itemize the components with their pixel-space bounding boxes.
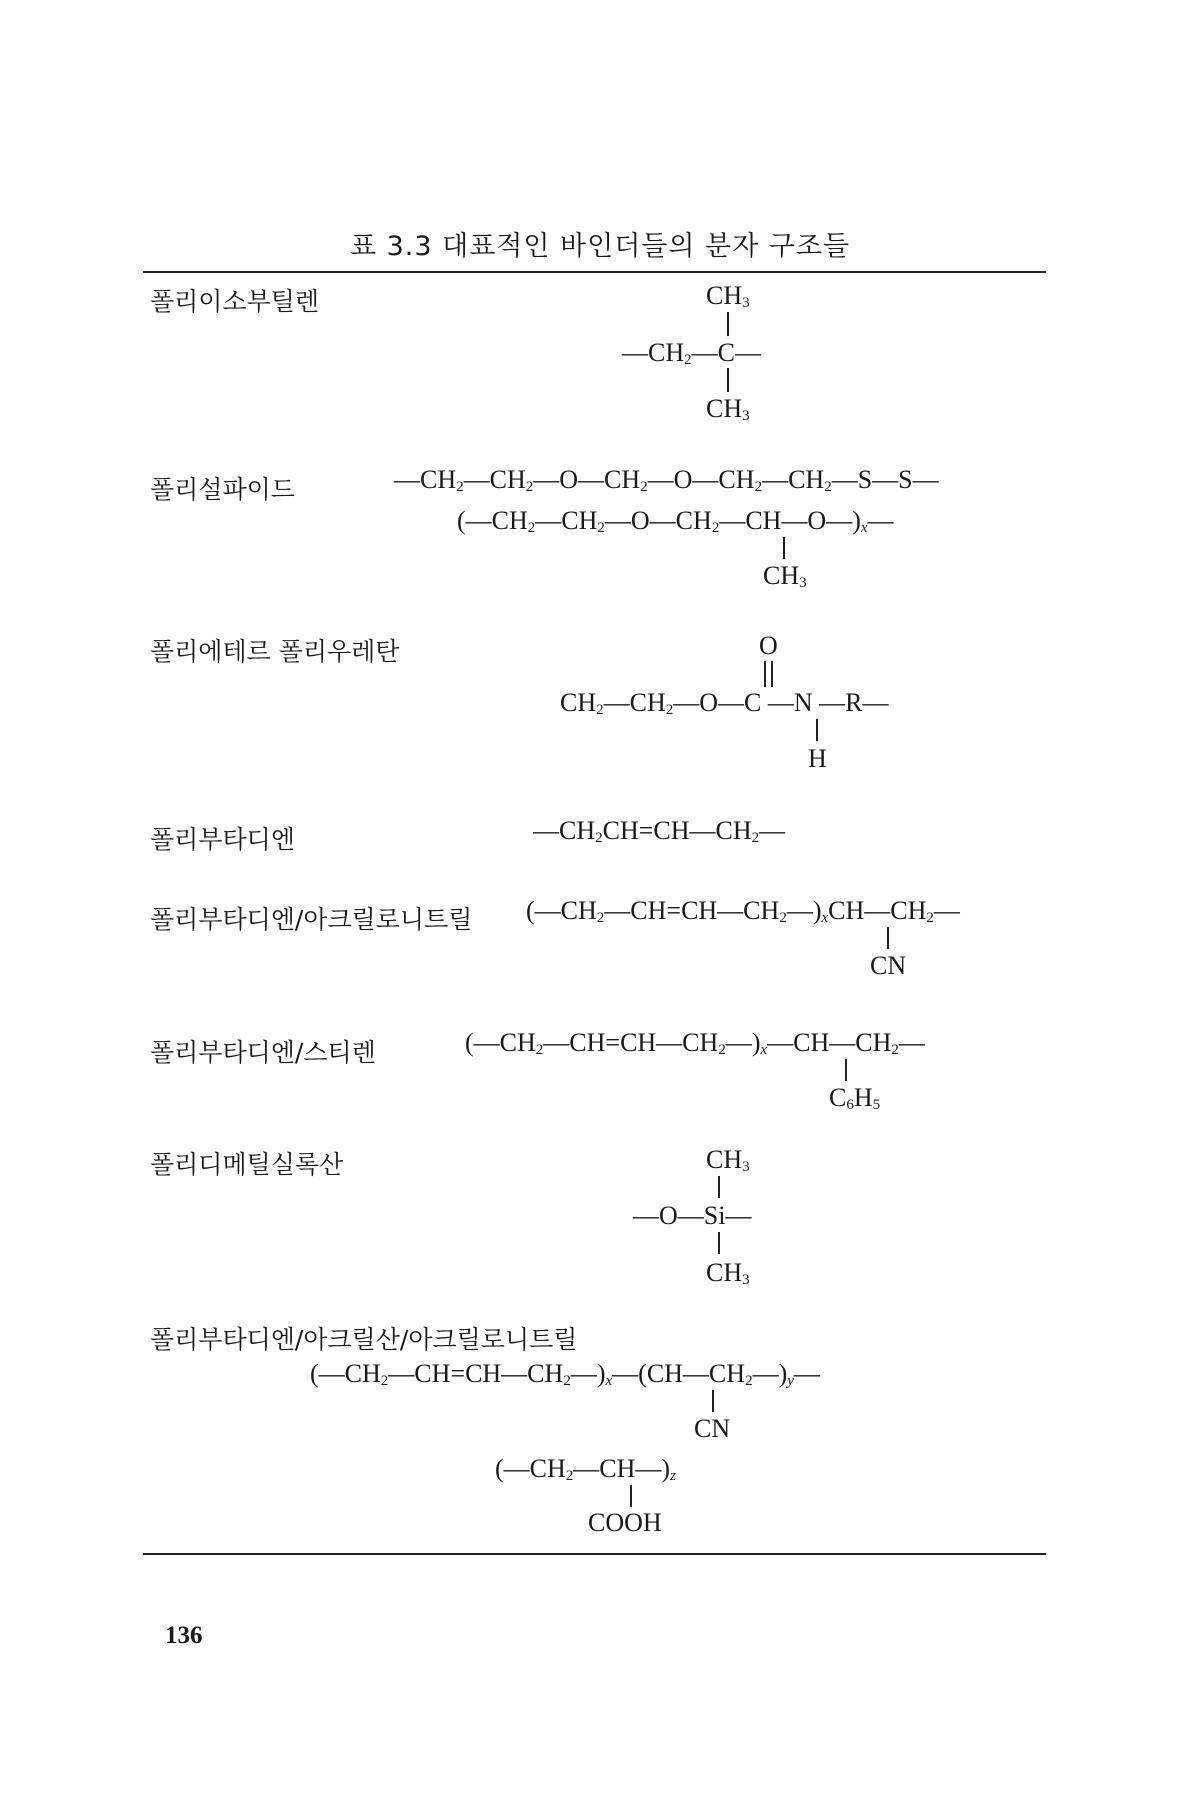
- binder-name-polybutadiene-styrene: 폴리부타디엔/스티렌: [150, 1038, 376, 1067]
- binder-name-polybutadiene-acrylic-acid-acrylonitrile: 폴리부타디엔/아크릴산/아크릴로니트릴: [150, 1325, 578, 1354]
- binder-name-polysulfide: 폴리설파이드: [150, 475, 295, 504]
- bottom-rule: [143, 1553, 1046, 1555]
- binder-name-polyisobutylene: 폴리이소부틸렌: [150, 287, 320, 316]
- binder-name-polyether-polyurethane: 폴리에테르 폴리우레탄: [150, 637, 400, 666]
- page-number: 136: [165, 1622, 203, 1649]
- top-rule: [143, 271, 1046, 273]
- binder-name-polydimethylsiloxane: 폴리디메틸실록산: [150, 1150, 344, 1179]
- binder-name-polybutadiene-acrylonitrile: 폴리부타디엔/아크릴로니트릴: [150, 905, 473, 934]
- binder-name-polybutadiene: 폴리부타디엔: [150, 825, 295, 854]
- table-caption: 표 3.3 대표적인 바인더들의 분자 구조들: [349, 231, 851, 262]
- document-page: 표 3.3 대표적인 바인더들의 분자 구조들 폴리이소부틸렌 $CH_3$ $—CH_2—C—$ $CH_3$ 폴리설파이드 $—CH_2—CH_2—O—CH_2—O—CH_2—CH_2—S—S—$ $(—CH_2—CH_2—O—CH_2—CH—O—)_x—$ $CH_3$ 폴리에테르 폴리우레탄 O $CH_2—CH_2—O—C$ —N —R— H 폴리부타디엔 $—CH_2CH=CH—CH_2—$ 폴리부타디엔/아크릴로니트릴 $(—CH_2—CH=CH—CH_2—)_xCH—CH_2—$ CN 폴리부타디엔/스티렌 $(—CH_2—CH=CH—CH_2—)_x—CH—CH_2—$ $C_6H_5$ 폴리디메틸실록산 $CH_3$ —O—Si— $CH_3$ 폴리부타디엔/아크릴산/아크릴로니트릴 $(—CH_2—CH=CH—CH_2—)_x—(CH—CH_2—)_y—$ CN $(—CH_2—CH—)_z$ COOH 136: [0, 0, 1200, 1800]
